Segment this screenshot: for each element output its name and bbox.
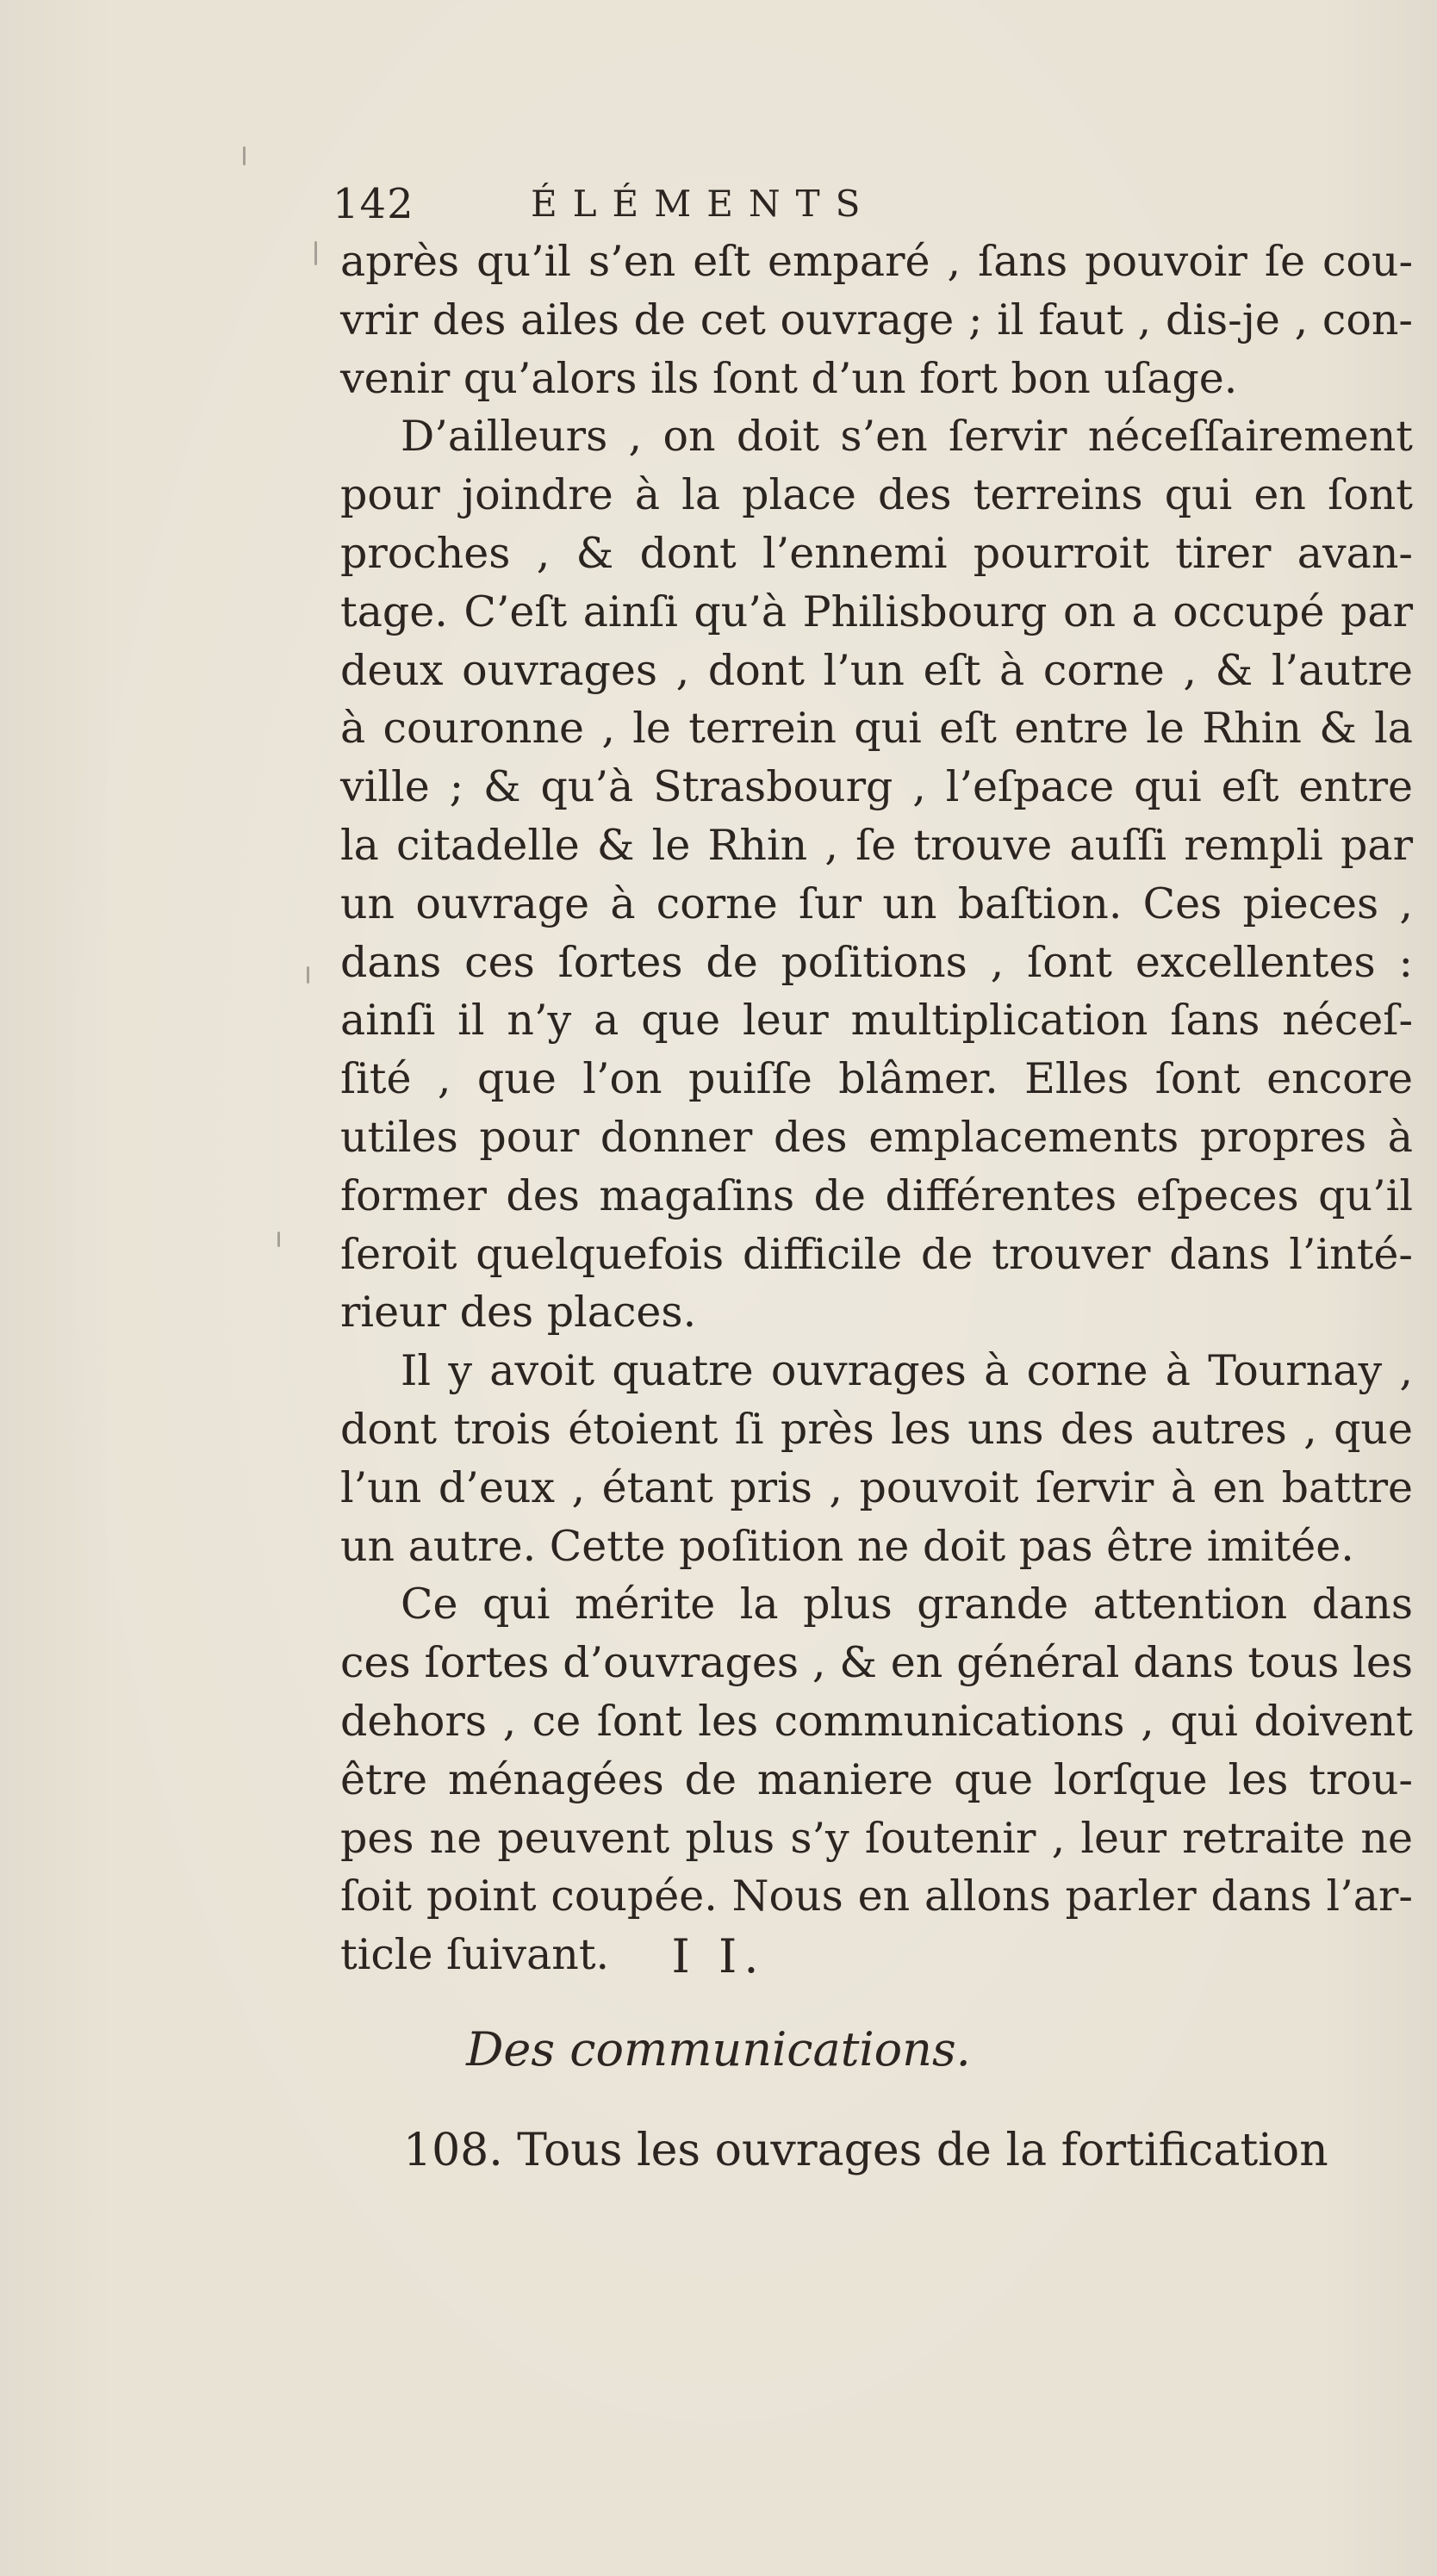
text-line: tage. C’eſt ainſi qu’à Philisbourg on a occupé par bbox=[340, 587, 1413, 636]
text-line: deux ouvrages , dont l’un eſt à corne , & l’autre bbox=[340, 645, 1413, 695]
text-line: dont trois étoient ſi près les uns des autres , que bbox=[340, 1404, 1413, 1454]
continuation-line: 108. Tous les ouvrages de la fortification bbox=[403, 2125, 1328, 2176]
text-line: pour joindre à la place des terreins qui en ſont bbox=[340, 470, 1413, 520]
text-line: après qu’il s’en eſt emparé , ſans pouvoir ſe cou- bbox=[340, 237, 1413, 286]
text-line: ces ſortes d’ouvrages , & en général dans tous les bbox=[340, 1638, 1413, 1688]
text-line: à couronne , le terrein qui eſt entre le Rhin & la bbox=[340, 704, 1413, 754]
section-number: I I. bbox=[671, 1929, 766, 1983]
text-line: D’ailleurs , on doit s’en ſervir néceſſairement bbox=[401, 412, 1413, 462]
text-line: ſité , que l’on puiſſe blâmer. Elles ſont encore bbox=[340, 1054, 1413, 1104]
margin-mark bbox=[307, 966, 309, 984]
body-text bbox=[340, 233, 1413, 1984]
text-line: proches , & dont l’ennemi pourroit tirer avan- bbox=[340, 528, 1413, 578]
text-line: Il y avoit quatre ouvrages à corne à Tournay , bbox=[401, 1346, 1413, 1396]
margin-mark bbox=[277, 1232, 280, 1247]
text-line: ticle ſuivant. bbox=[340, 1930, 610, 1980]
text-line: utiles pour donner des emplacements propres à bbox=[340, 1112, 1413, 1162]
text-line: ſoit point coupée. Nous en allons parler dans l’ar- bbox=[340, 1871, 1413, 1921]
text-line: un ouvrage à corne ſur un baſtion. Ces pieces , bbox=[340, 878, 1413, 928]
text-line: venir qu’alors ils ſont d’un fort bon uſage. bbox=[340, 353, 1238, 403]
text-line: un autre. Cette poſition ne doit pas être imitée. bbox=[340, 1521, 1354, 1571]
text-line: ainſi il n’y a que leur multiplication ſans néceſ- bbox=[340, 996, 1413, 1046]
text-line: pes ne peuvent plus s’y ſoutenir , leur retraite ne bbox=[340, 1813, 1413, 1863]
text-line: rieur des places. bbox=[340, 1288, 697, 1338]
text-line: dans ces ſortes de poſitions , ſont excellentes : bbox=[340, 937, 1413, 987]
margin-mark bbox=[314, 241, 317, 265]
running-title: ÉLÉMENTS bbox=[531, 183, 876, 225]
page-header bbox=[333, 174, 1091, 234]
text-line: la citadelle & le Rhin , ſe trouve auſſi rempli par bbox=[340, 820, 1413, 870]
text-line: l’un d’eux , étant pris , pouvoit ſervir à en battre bbox=[340, 1462, 1413, 1512]
text-line: ville ; & qu’à Strasbourg , l’eſpace qui eſt entre bbox=[340, 762, 1413, 812]
text-line: ſeroit quelquefois difficile de trouver dans l’inté- bbox=[340, 1229, 1413, 1279]
section-title: Des communications. bbox=[466, 2022, 971, 2076]
text-line: Ce qui mérite la plus grande attention dans bbox=[401, 1580, 1413, 1629]
text-line: former des magaſins de différentes eſpeces qu’il bbox=[340, 1170, 1413, 1220]
text-line: vrir des ailes de cet ouvrage ; il faut , dis-je , con- bbox=[340, 295, 1413, 345]
text-line: dehors , ce ſont les communications , qui doivent bbox=[340, 1696, 1413, 1746]
page-number: 142 bbox=[333, 180, 414, 228]
margin-mark bbox=[243, 146, 246, 165]
text-line: être ménagées de maniere que lorſque les trou- bbox=[340, 1754, 1413, 1804]
